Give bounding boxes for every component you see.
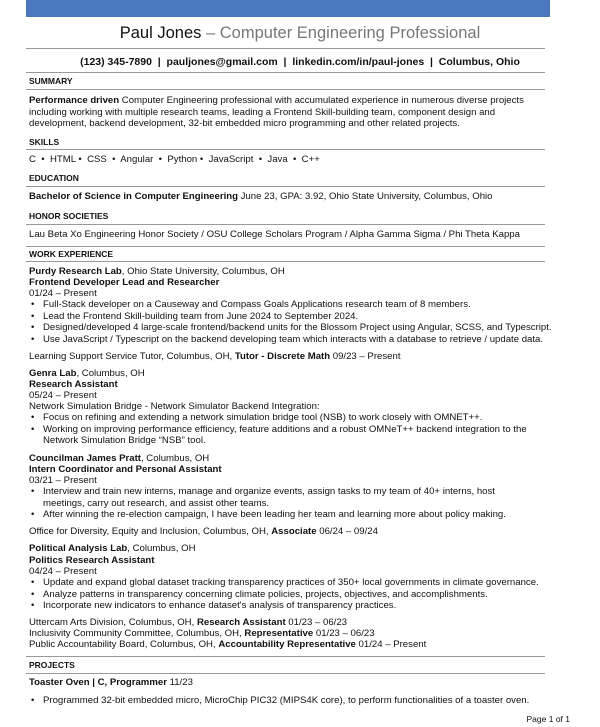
job-office — [29, 526, 549, 538]
job-pal-role — [29, 555, 549, 567]
role-title: Research Assistant — [29, 379, 118, 390]
job-purdy-role — [29, 277, 549, 289]
list-item: • Analyze patterns in transparency concerning climate policies, projects, objectives, and accomplishments. — [29, 589, 555, 601]
job-uttercam — [29, 617, 549, 629]
list-item: • Designed/developed 4 large-scale frontend/backend units for the Blossom Project using Angular, SCSS, and Typescript. — [29, 322, 555, 334]
page-number: Page 1 of 1 — [526, 714, 570, 724]
list-item: • Interview and train new interns, manage and organize events, assign tasks to my team of 40+ interns, host meetings, carry out research, and assist other teams. — [29, 486, 555, 509]
job-dates: 01/24 – Present — [355, 639, 427, 650]
section-heading-honors: HONOR SOCIETIES — [29, 211, 109, 221]
header-accent-bar — [26, 0, 550, 17]
job-pal-bullets — [29, 577, 555, 612]
degree-details: June 23, GPA: 3.92, Ohio State University, Columbus, Ohio — [237, 191, 493, 202]
job-org: Learning Support Service Tutor, Columbus, OH, — [29, 351, 235, 362]
job-org: Office for Diversity, Equity and Inclusion, Columbus, OH, — [29, 526, 272, 537]
job-pratt-role — [29, 464, 549, 476]
job-dates: 06/24 – 09/24 — [316, 526, 378, 537]
summary-lead: Performance driven — [29, 95, 120, 106]
list-item: • Programmed 32-bit embedded micro, MicroChip PIC32 (MIPS4K core), to perform functionalities of a toaster oven. — [29, 695, 555, 707]
list-item: • Lead the Frontend Skill-building team from June 2024 to September 2024. — [29, 311, 555, 323]
org-name: Purdy Research Lab — [29, 266, 122, 277]
job-accountability — [29, 639, 549, 651]
org-name: Genra Lab — [29, 368, 77, 379]
contact-line: (123) 345-7890 | pauljones@gmail.com | linkedin.com/in/paul-jones | Columbus, Ohio — [80, 56, 520, 68]
section-heading-skills: SKILLS — [29, 137, 60, 147]
section-heading-work: WORK EXPERIENCE — [29, 249, 114, 259]
job-genra-role — [29, 379, 549, 391]
project-title-line — [29, 677, 549, 689]
divider — [26, 224, 545, 225]
role-title: Research Assistant — [196, 617, 286, 628]
divider — [26, 246, 545, 247]
section-heading-projects: PROJECTS — [29, 660, 75, 670]
summary-text — [29, 95, 544, 130]
role-title: Tutor - Discrete Math — [234, 351, 331, 362]
role-title: Frontend Developer Lead and Researcher — [29, 277, 220, 288]
divider — [26, 186, 545, 187]
role-title: Intern Coordinator and Personal Assistant — [29, 464, 222, 475]
role-title: Associate — [271, 526, 317, 537]
list-item: • Working on improving performance efficiency, feature additions and a robust OMNeT++ backend integration to the Network Simulation Bridge “NSB” tool. — [29, 424, 555, 447]
divider — [26, 89, 545, 90]
job-org: Inclusivity Community Committee, Columbus, OH, — [29, 628, 245, 639]
divider — [26, 673, 545, 674]
project-bullets — [29, 695, 555, 707]
org-location: , Columbus, OH — [76, 368, 145, 379]
job-genra-dates: 05/24 – Present — [29, 390, 97, 401]
project-title: Toaster Oven | C, Programmer — [29, 677, 167, 688]
degree-name: Bachelor of Science in Computer Engineering — [29, 191, 238, 202]
job-purdy-dates: 01/24 – Present — [29, 288, 97, 299]
org-location: , Columbus, OH — [127, 543, 196, 554]
job-genra-org — [29, 368, 549, 380]
job-inclusivity — [29, 628, 549, 640]
job-pal-dates: 04/24 – Present — [29, 566, 97, 577]
org-location: , Columbus, OH — [140, 453, 210, 464]
role-title: Representative — [244, 628, 314, 639]
org-name: Political Analysis Lab — [29, 543, 128, 554]
job-purdy-org — [29, 266, 549, 278]
divider — [26, 149, 545, 150]
job-genra-bullets — [29, 412, 555, 447]
education-entry — [29, 191, 549, 203]
summary-body: Computer Engineering professional with accumulated experience in numerous diverse projects including working with multiple research teams, leading a Frontend Skill-building team, component design and development, backend development, 32-bit embedded micro programming and other related projects. — [29, 95, 524, 130]
project-dates: 11/23 — [166, 677, 193, 688]
section-heading-education: EDUCATION — [29, 173, 79, 183]
section-heading-summary: SUMMARY — [29, 76, 73, 86]
honors-list: Lau Beta Xo Engineering Honor Society / OSU College Scholars Program / Alpha Gamma Sigma / Phi Theta Kappa — [29, 229, 520, 240]
list-item: • After winning the re-election campaign, I have been leading her team and learning more about policy making. — [29, 509, 555, 521]
org-name: Councilman James Pratt — [29, 453, 141, 464]
job-pratt-dates: 03/21 – Present — [29, 475, 97, 486]
role-title: Accountability Representative — [218, 639, 356, 650]
job-tutor — [29, 351, 549, 363]
job-org: Uttercam Arts Division, Columbus, OH, — [29, 617, 197, 628]
job-dates: 01/23 – 06/23 — [285, 617, 347, 628]
job-dates: 01/23 – 06/23 — [313, 628, 375, 639]
person-name: Paul Jones — [119, 24, 202, 42]
divider — [26, 48, 545, 49]
divider — [26, 72, 545, 73]
list-item: • Use JavaScript / Typescript on the backend developing team which interacts with a database to retrieve / update data. — [29, 334, 555, 346]
divider — [26, 261, 545, 262]
org-location: , Ohio State University, Columbus, OH — [121, 266, 285, 277]
resume-name-title — [0, 23, 600, 43]
list-item: • Update and expand global dataset tracking transparency practices of 350+ local governments in climate governance. — [29, 577, 555, 589]
job-genra-project: Network Simulation Bridge - Network Simulator Backend Integration: — [29, 401, 320, 412]
job-dates: 09/23 – Present — [330, 351, 401, 362]
job-pratt-org — [29, 453, 549, 465]
list-item: • Full-Stack developer on a Causeway and Compass Goals Applications research team of 8 members. — [29, 299, 555, 311]
divider — [26, 656, 545, 657]
job-pratt-bullets — [29, 486, 555, 521]
job-purdy-bullets — [29, 299, 555, 346]
role-title: Politics Research Assistant — [29, 555, 155, 566]
professional-title: Computer Engineering Professional — [219, 24, 481, 42]
list-item: • Focus on refining and extending a network simulation bridge tool (NSB) to work closely with OMNET++. — [29, 412, 555, 424]
job-org: Public Accountability Board, Columbus, OH, — [29, 639, 219, 650]
title-dash: – — [205, 24, 216, 42]
skills-list: C • HTML • CSS • Angular • Python • JavaScript • Java • C++ — [29, 154, 320, 165]
list-item: • Incorporate new indicators to enhance dataset's analysis of transparency practices. — [29, 600, 555, 612]
job-pal-org — [29, 543, 549, 555]
